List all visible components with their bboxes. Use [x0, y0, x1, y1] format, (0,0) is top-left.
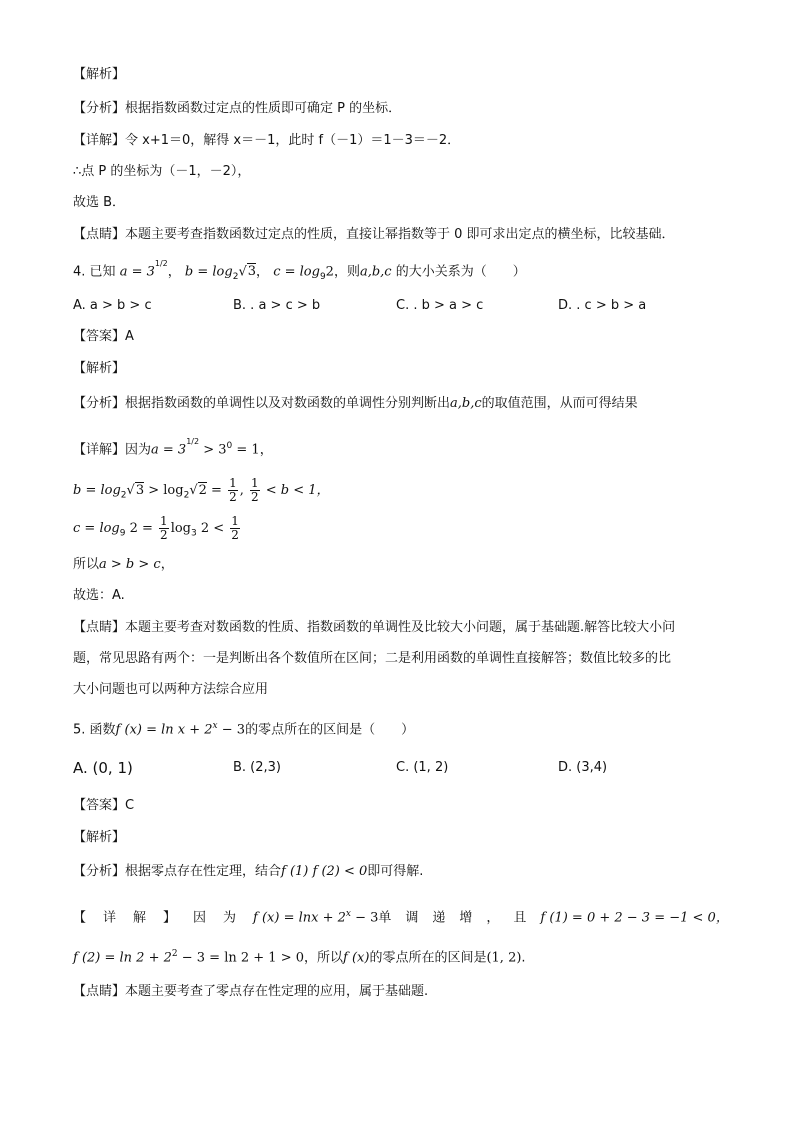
q4-option-c: C. . b > a > c [396, 298, 484, 313]
q5-option-d: D. (3,4) [558, 760, 608, 775]
q4-analysis-text: 【分析】根据指数函数的单调性以及对数函数的单调性分别判断出a,b,c的取值范围，从而可得结果 [73, 396, 638, 411]
q5-option-a: A. (0, 1) [73, 759, 133, 777]
q5-analysis-heading: 【解析】 [73, 830, 126, 845]
q5-answer: 【答案】C [73, 798, 135, 813]
point-coordinate-text: ∴点 P 的坐标为（－1，－2）， [73, 164, 251, 179]
question-5: 5. 函数f $(x) = \ln x + 2^x - 3$的零点所在的区间是（ ） [73, 721, 415, 738]
question-4: 4. 已知 $a = 3^{1/2}$， $b = \log_2√3$， $c = \log_92$，则a,b,c 的大小关系为（ ） [73, 259, 526, 282]
q5-option-b: B. (2,3) [233, 760, 282, 775]
q4-detail-line-1: 【详解】因为$a = 3^{1/2} > 3^0 = 1$， [73, 437, 273, 458]
q4-option-b: B. . a > c > b [233, 298, 321, 313]
analysis-text: 【分析】根据指数函数过定点的性质即可确定 P 的坐标． [73, 101, 402, 116]
q4-option-a: A. a > b > c [73, 298, 152, 313]
q5-detail-line-1: 【详解】因为f $(x) = \ln x + 2^x - 3$单调递增，且f (1) = 0 + 2 − 3 = −1 < 0， [73, 909, 729, 926]
q5-comment: 【点睛】本题主要考查了零点存在性定理的应用，属于基础题. [73, 984, 429, 999]
q4-choice: 故选：A. [73, 588, 125, 603]
q5-detail-line-2: f $(2) = \ln 2 + 2^2 - 3 = \ln 2 + 1 > 0$，所以f (x)的零点所在的区间是(1, 2). [73, 949, 526, 966]
q5-option-c: C. (1, 2) [396, 760, 449, 775]
detail-text: 【详解】令 x+1＝0，解得 x＝－1，此时 f（－1）＝1－3＝－2． [73, 133, 461, 148]
q4-analysis-heading: 【解析】 [73, 361, 126, 376]
q4-comment-line-2: 题，常见思路有两个：一是判断出各个数值所在区间；二是利用函数的单调性直接解答；数值比较多的比 [73, 651, 672, 666]
q4-comment-line-1: 【点睛】本题主要考查对数函数的性质、指数函数的单调性及比较大小问题，属于基础题.解答比较大小问 [73, 620, 676, 635]
q4-answer: 【答案】A [73, 329, 134, 344]
comment-text: 【点睛】本题主要考查指数函数过定点的性质，直接让幂指数等于 0 即可求出定点的横坐标，比较基础． [73, 227, 675, 242]
q4-detail-line-2: $b = \log_2√3 > \log_2√2$ = $\frac{1}{2}$ , $\frac{1}{2}$ < b < 1， [73, 476, 330, 504]
q4-conclusion: 所以a > b > c， [73, 557, 174, 572]
q4-option-d: D. . c > b > a [558, 298, 647, 313]
q4-comment-line-3: 大小问题也可以两种方法综合应用 [73, 682, 269, 697]
q5-analysis-text: 【分析】根据零点存在性定理，结合f (1) f (2) < 0即可得解. [73, 864, 424, 879]
analysis-heading: 【解析】 [73, 67, 126, 82]
choice-text: 故选 B． [73, 195, 126, 210]
q4-detail-line-3: $c = \log_9 2$ = $\frac{1}{2}$ $\log_3 2$ < $\frac{1}{2}$ [73, 514, 239, 542]
